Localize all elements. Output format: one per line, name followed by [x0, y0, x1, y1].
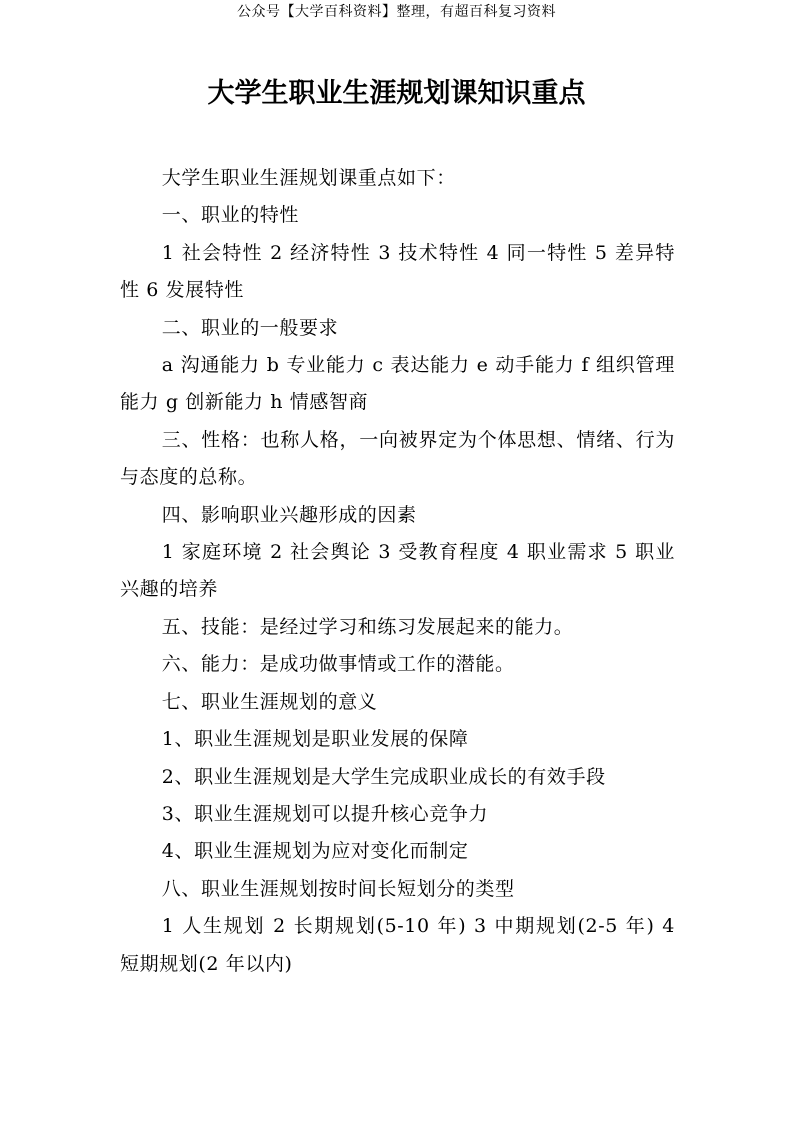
paragraph-skills: 五、技能：是经过学习和练习发展起来的能力。 — [161, 615, 574, 638]
paragraph-general-requirements: a 沟通能力 b 专业能力 c 表达能力 e 动手能力 f 组织管理能力 g 创新能力 h 情感智商 — [120, 354, 675, 414]
section-heading-4: 四、影响职业兴趣形成的因素 — [161, 503, 417, 526]
paragraph-ability: 六、能力：是成功做事情或工作的潜能。 — [161, 653, 515, 676]
list-item-significance-2: 2、职业生涯规划是大学生完成职业成长的有效手段 — [161, 765, 606, 788]
section-heading-1: 一、职业的特性 — [161, 204, 299, 227]
list-item-significance-3: 3、职业生涯规划可以提升核心竞争力 — [161, 802, 489, 825]
paragraph-career-traits: 1 社会特性 2 经济特性 3 技术特性 4 同一特性 5 差异特性 6 发展特性 — [120, 241, 675, 302]
page-title: 大学生职业生涯规划课知识重点 — [207, 78, 586, 109]
paragraph-plan-types: 1 人生规划 2 长期规划(5-10 年) 3 中期规划(2-5 年) 4 短期规划(2 年以内) — [120, 915, 675, 975]
paragraph-personality: 三、性格：也称人格，一向被界定为个体思想、情绪、行为与态度的总称。 — [120, 428, 675, 489]
list-item-significance-4: 4、职业生涯规划为应对变化而制定 — [161, 840, 469, 863]
section-heading-2: 二、职业的一般要求 — [161, 316, 339, 339]
list-item-significance-1: 1、职业生涯规划是职业发展的保障 — [161, 728, 469, 751]
section-heading-8: 八、职业生涯规划按时间长短划分的类型 — [161, 877, 515, 900]
document-body — [120, 160, 675, 983]
section-heading-7: 七、职业生涯规划的意义 — [161, 690, 378, 713]
paragraph-intro: 大学生职业生涯规划课重点如下： — [161, 167, 456, 189]
paragraph-interest-factors: 1 家庭环境 2 社会舆论 3 受教育程度 4 职业需求 5 职业兴趣的培养 — [120, 541, 675, 601]
header-note: 公众号【大学百科资料】整理，有超百科复习资料 — [237, 4, 556, 20]
